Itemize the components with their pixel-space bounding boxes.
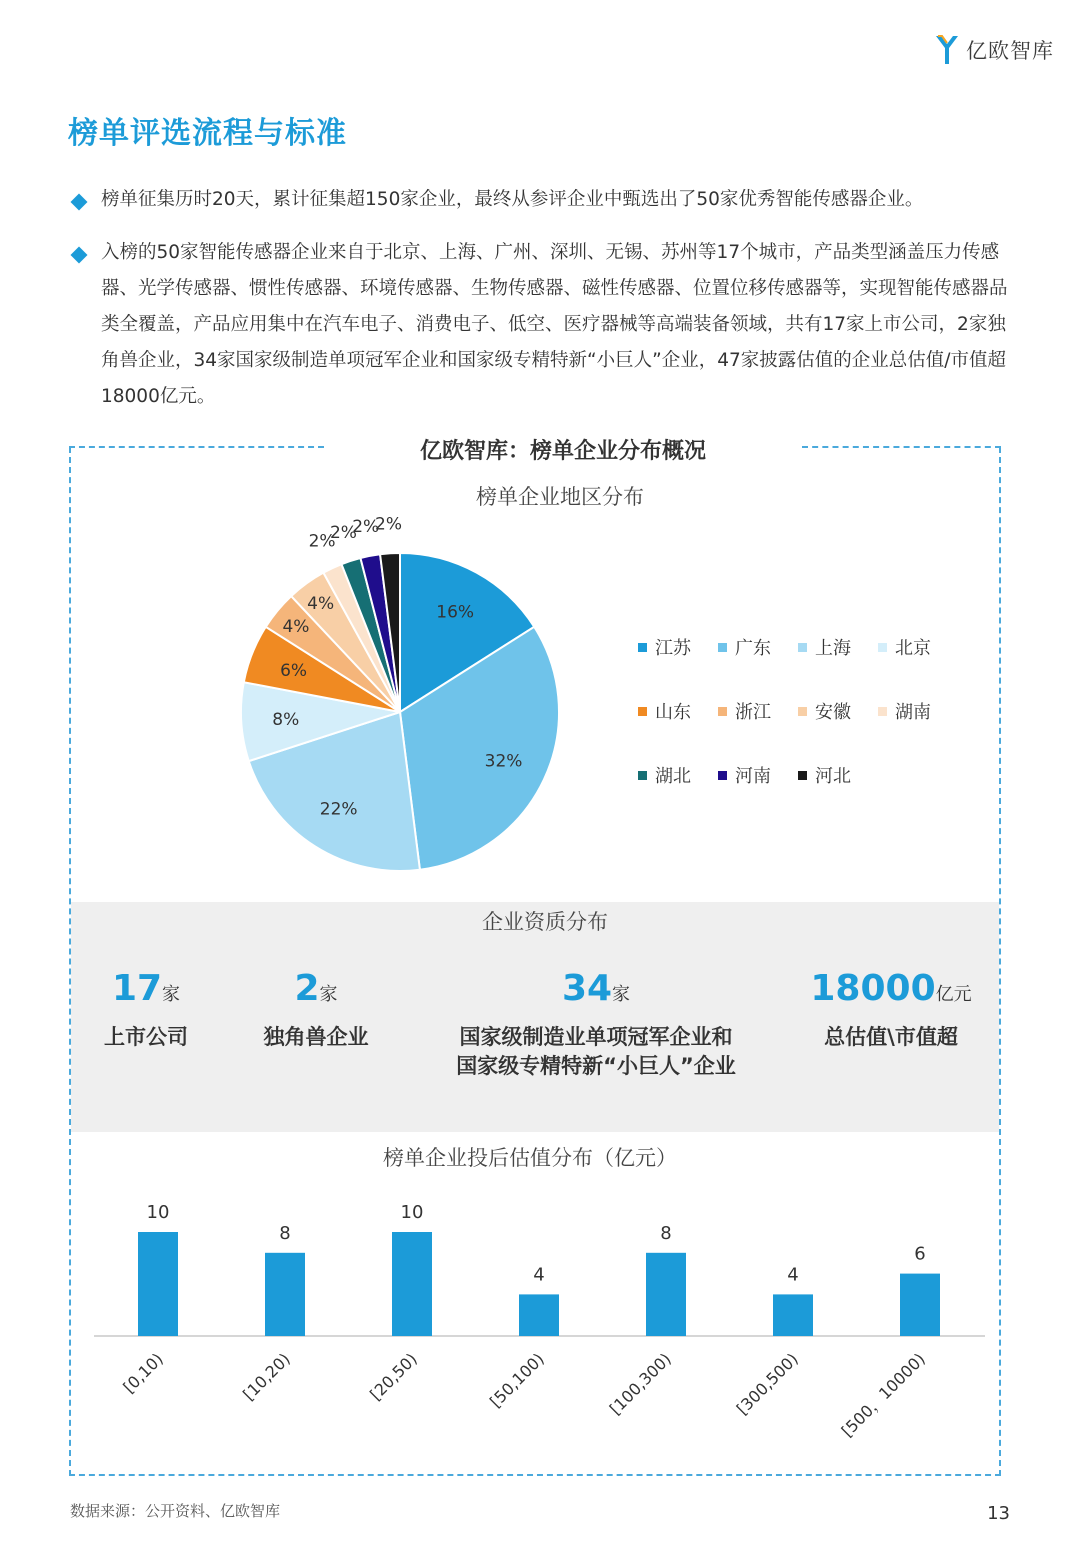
bullet-item bbox=[70, 235, 1010, 415]
logo-text: 亿欧智库 bbox=[966, 39, 1054, 63]
pie-legend bbox=[638, 632, 978, 824]
logo-mark-icon bbox=[934, 34, 960, 66]
bullet-text: 入榜的50家智能传感器企业来自于北京、上海、广州、深圳、无锡、苏州等17个城市，产品类型涵盖压力传感器、光学传感器、惯性传感器、环境传感器、生物传感器、磁性传感器、位置位移传感器等，实现智能传感器品类全覆盖，产品应用集中在汽车电子、消费电子、低空、医疗器械等高端装备领域，共有17家上市公司，2家独角兽企业，34家国家级制造单项冠军企业和国家级专精特新“小巨人”企业，47家披露估值的企业总估值/市值超18000亿元。 bbox=[101, 242, 1008, 407]
legend-item bbox=[798, 632, 878, 662]
region-chart-title: 榜单企业地区分布 bbox=[476, 485, 644, 509]
bar bbox=[392, 1232, 432, 1336]
pie-data-label: 4% bbox=[307, 593, 335, 614]
bar bbox=[265, 1253, 305, 1336]
frame-top-right-border bbox=[802, 446, 1001, 448]
region-pie-chart bbox=[230, 515, 590, 885]
legend-row bbox=[638, 696, 978, 760]
legend-item bbox=[798, 760, 878, 790]
legend-swatch bbox=[798, 707, 807, 716]
bar bbox=[773, 1294, 813, 1336]
legend-item bbox=[718, 760, 798, 790]
brand-logo bbox=[934, 34, 1054, 66]
stat-label: 独角兽企业 bbox=[263, 1025, 369, 1049]
qualification-title: 企业资质分布 bbox=[482, 910, 608, 934]
legend-swatch bbox=[798, 643, 807, 652]
legend-label: 湖南 bbox=[895, 702, 931, 723]
stat-unit: 家 bbox=[162, 984, 181, 1005]
stat-unicorn bbox=[241, 968, 391, 1052]
bar-data-label: 4 bbox=[533, 1264, 545, 1286]
stat-number: 2 bbox=[294, 968, 320, 1009]
diamond-bullet-icon bbox=[71, 194, 88, 211]
x-tick-label: [20,50) bbox=[366, 1349, 421, 1405]
pie-data-label: 16% bbox=[436, 602, 475, 623]
legend-swatch bbox=[798, 771, 807, 780]
legend-label: 广东 bbox=[735, 638, 771, 659]
bullet-text: 榜单征集历时20天，累计征集超150家企业，最终从参评企业中甄选出了50家优秀智能传感器企业。 bbox=[101, 189, 924, 210]
x-tick-label: [500，10000) bbox=[837, 1349, 929, 1441]
x-tick-label: [300,500) bbox=[732, 1349, 802, 1419]
legend-item bbox=[718, 696, 798, 726]
legend-swatch bbox=[878, 707, 887, 716]
legend-label: 浙江 bbox=[735, 702, 771, 723]
legend-label: 上海 bbox=[815, 638, 851, 659]
stat-label: 上市公司 bbox=[104, 1025, 188, 1049]
frame-top-left-border bbox=[69, 446, 324, 448]
legend-label: 山东 bbox=[655, 702, 691, 723]
legend-swatch bbox=[718, 707, 727, 716]
stat-listed bbox=[81, 968, 211, 1052]
stat-valuation bbox=[791, 968, 991, 1052]
data-source: 数据来源：公开资料、亿欧智库 bbox=[70, 1502, 281, 1520]
x-tick-label: [100,300) bbox=[605, 1349, 675, 1419]
bar-data-label: 8 bbox=[660, 1222, 672, 1244]
qualification-panel bbox=[71, 902, 999, 1132]
legend-swatch bbox=[718, 771, 727, 780]
legend-label: 安徽 bbox=[815, 702, 851, 723]
legend-swatch bbox=[638, 643, 647, 652]
legend-label: 湖北 bbox=[655, 766, 691, 787]
pie-data-label: 8% bbox=[272, 710, 300, 731]
pie-data-label: 32% bbox=[484, 751, 523, 772]
bar bbox=[900, 1274, 940, 1336]
bar bbox=[519, 1294, 559, 1336]
legend-swatch bbox=[638, 707, 647, 716]
legend-swatch bbox=[638, 771, 647, 780]
bar-data-label: 10 bbox=[146, 1202, 170, 1223]
x-tick-label: [10,20) bbox=[239, 1349, 294, 1405]
pie-data-label: 22% bbox=[319, 799, 358, 820]
pie-data-label: 2% bbox=[329, 522, 357, 543]
legend-label: 河北 bbox=[815, 766, 851, 787]
bar-data-label: 10 bbox=[400, 1202, 424, 1223]
legend-item bbox=[878, 696, 958, 726]
stat-label: 总估值\市值超 bbox=[824, 1025, 958, 1049]
bullet-item bbox=[70, 182, 1010, 218]
valuation-bar-chart bbox=[80, 1190, 1000, 1470]
legend-item bbox=[798, 696, 878, 726]
page-title: 榜单评选流程与标准 bbox=[68, 116, 347, 151]
page-number: 13 bbox=[987, 1503, 1010, 1524]
legend-item bbox=[638, 696, 718, 726]
diamond-bullet-icon bbox=[71, 247, 88, 264]
stat-unit: 家 bbox=[612, 984, 631, 1005]
pie-data-label: 2% bbox=[308, 531, 336, 552]
legend-swatch bbox=[718, 643, 727, 652]
bar bbox=[646, 1253, 686, 1336]
stat-unit: 亿元 bbox=[935, 984, 972, 1005]
stat-number: 34 bbox=[561, 968, 613, 1009]
stat-number: 17 bbox=[111, 968, 163, 1009]
pie-data-label: 2% bbox=[352, 517, 380, 538]
legend-label: 北京 bbox=[895, 638, 931, 659]
bar bbox=[138, 1232, 178, 1336]
stat-label: 国家级制造业单项冠军企业和 bbox=[459, 1025, 733, 1049]
stat-label-line2: 国家级专精特新“小巨人”企业 bbox=[456, 1054, 736, 1078]
legend-item bbox=[718, 632, 798, 662]
legend-label: 江苏 bbox=[655, 638, 691, 659]
legend-label: 河南 bbox=[735, 766, 771, 787]
bar-data-label: 8 bbox=[279, 1222, 291, 1244]
x-tick-label: [0,10) bbox=[119, 1349, 167, 1397]
stat-number: 18000 bbox=[810, 968, 936, 1009]
pie-data-label: 6% bbox=[280, 660, 308, 681]
bar-data-label: 6 bbox=[914, 1243, 926, 1265]
legend-item bbox=[638, 760, 718, 790]
legend-row bbox=[638, 632, 978, 696]
legend-row bbox=[638, 760, 978, 824]
stat-unit: 家 bbox=[319, 984, 338, 1005]
bar-data-label: 4 bbox=[787, 1264, 799, 1286]
valuation-chart-title: 榜单企业投后估值分布（亿元） bbox=[383, 1146, 677, 1170]
section-title: 亿欧智库：榜单企业分布概况 bbox=[419, 439, 706, 464]
stat-champion bbox=[401, 968, 791, 1081]
pie-data-label: 2% bbox=[375, 515, 403, 535]
x-tick-label: [50,100) bbox=[485, 1349, 548, 1412]
pie-data-label: 4% bbox=[282, 616, 310, 637]
legend-swatch bbox=[878, 643, 887, 652]
legend-item bbox=[638, 632, 718, 662]
legend-item bbox=[878, 632, 958, 662]
